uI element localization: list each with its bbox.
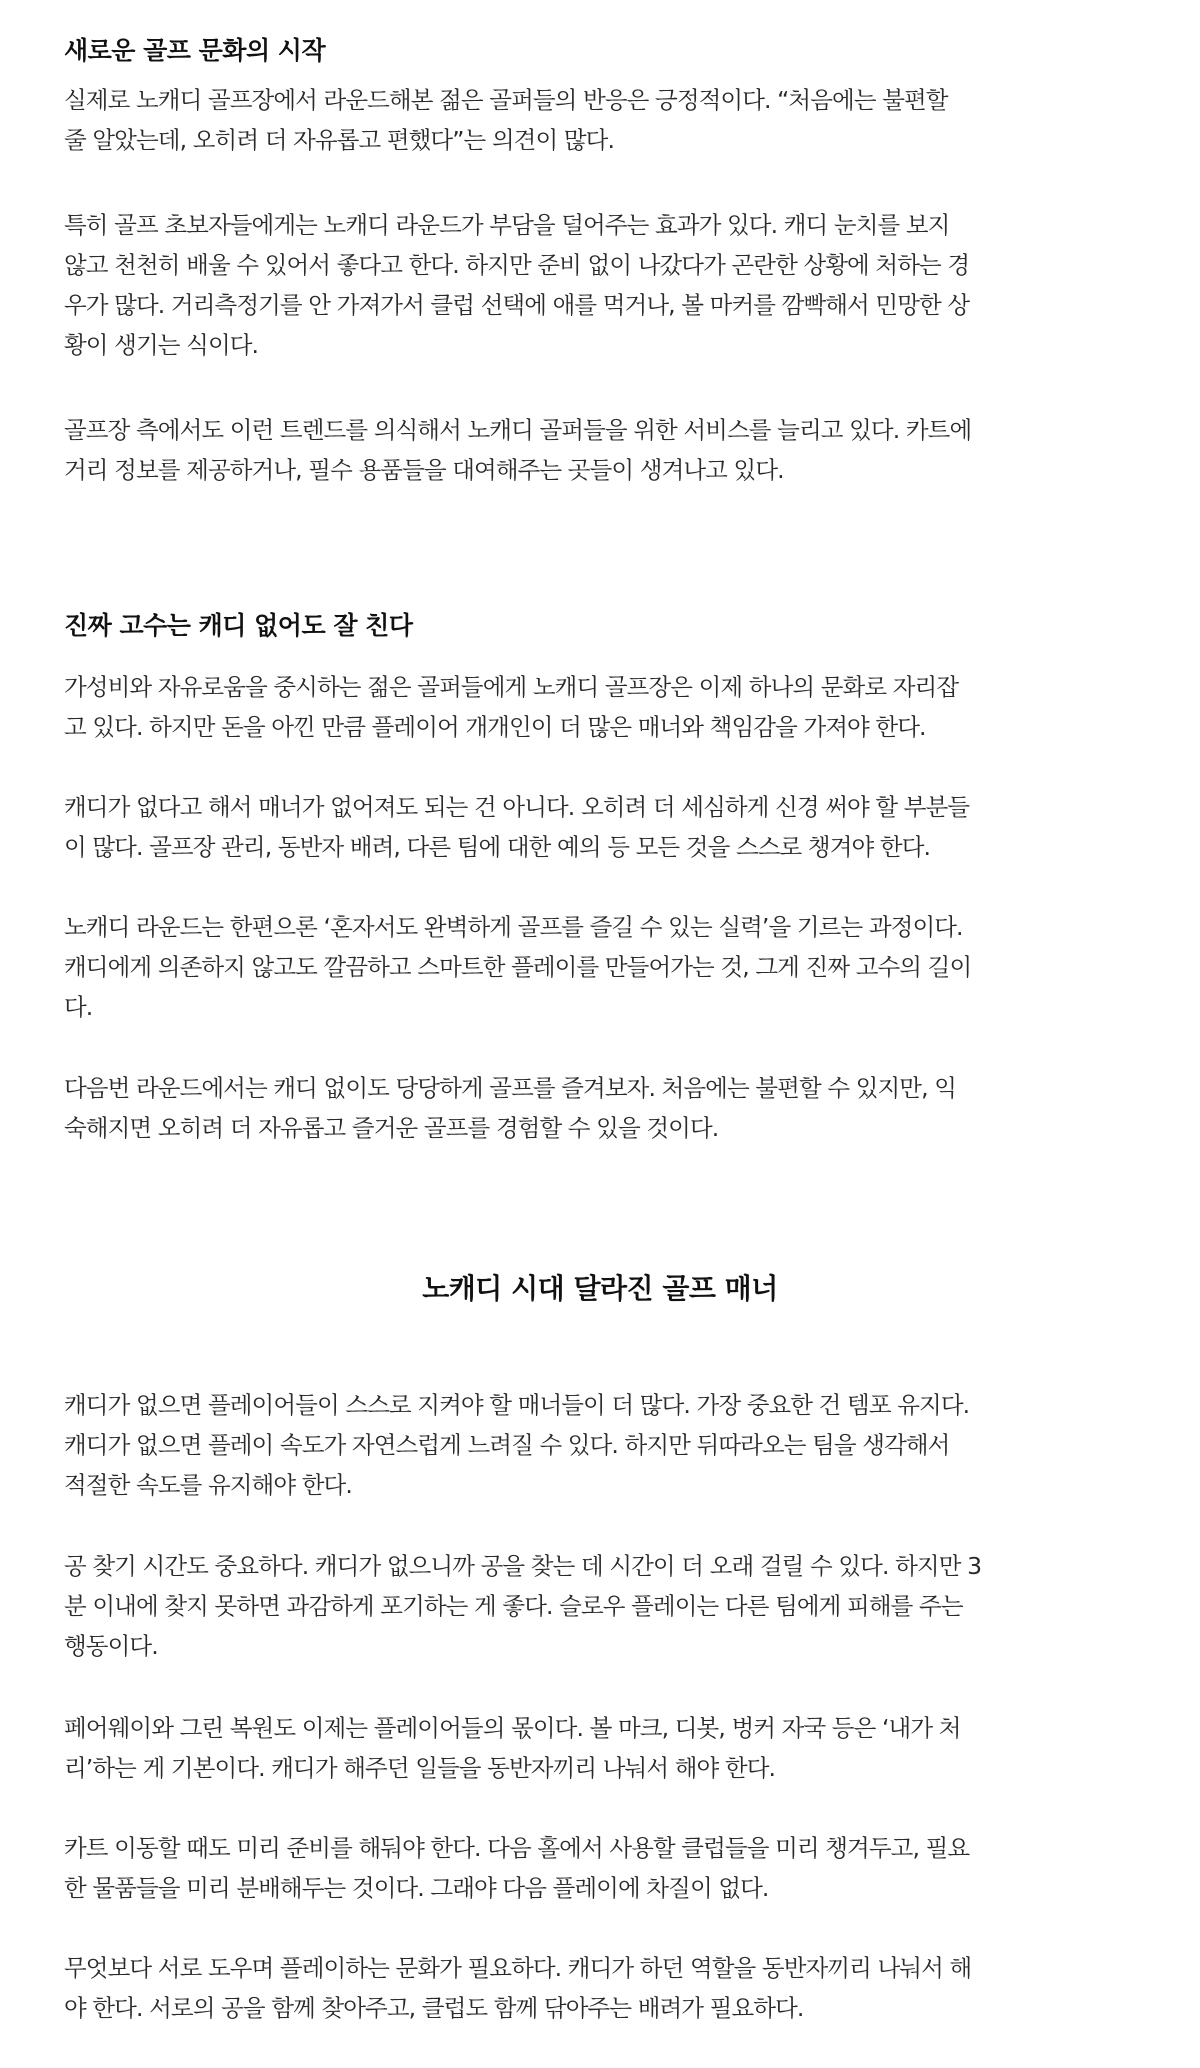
text-line: 황이 생기는 식이다. — [64, 331, 259, 359]
paragraph — [64, 787, 1144, 867]
text-line: 카트 이동할 때도 미리 준비를 해둬야 한다. 다음 홀에서 사용할 클럽들을 미리 챙겨두고, 필요 — [64, 1834, 970, 1862]
text-line: 리’하는 게 기본이다. 캐디가 해주던 일들을 동반자끼리 나눠서 해야 한다. — [64, 1754, 776, 1782]
text-line: 노캐디 라운드는 한편으론 ‘혼자서도 완벽하게 골프를 즐길 수 있는 실력’을 기르는 과정이다. — [64, 913, 963, 941]
text-line: 캐디에게 의존하지 않고도 깔끔하고 스마트한 플레이를 만들어가는 것, 그게 진짜 고수의 길이 — [64, 953, 972, 981]
text-line: 캐디가 없다고 해서 매너가 없어져도 되는 건 아니다. 오히려 더 세심하게 신경 써야 할 부분들 — [64, 793, 970, 821]
text-line: 페어웨이와 그린 복원도 이제는 플레이어들의 몫이다. 볼 마크, 디봇, 벙커 자국 등은 ‘내가 처 — [64, 1714, 961, 1742]
paragraph — [64, 1948, 1144, 2028]
text-line: 적절한 속도를 유지해야 한다. — [64, 1471, 352, 1499]
text-line: 실제로 노캐디 골프장에서 라운드해본 젊은 골퍼들의 반응은 긍정적이다. “처음에는 불편할 — [64, 86, 948, 114]
text-line: 행동이다. — [64, 1632, 158, 1660]
paragraph — [64, 907, 1144, 1027]
paragraph — [64, 1708, 1144, 1788]
text-line: 않고 천천히 배울 수 있어서 좋다고 한다. 하지만 준비 없이 나갔다가 곤란한 상황에 처하는 경 — [64, 251, 970, 279]
paragraph — [64, 667, 1144, 747]
text-line: 캐디가 없으면 플레이 속도가 자연스럽게 느려질 수 있다. 하지만 뒤따라오는 팀을 생각해서 — [64, 1431, 950, 1459]
text-line: 야 한다. 서로의 공을 함께 찾아주고, 클럽도 함께 닦아주는 배려가 필요하다. — [64, 1994, 804, 2022]
text-line: 캐디가 없으면 플레이어들이 스스로 지켜야 할 매너들이 더 많다. 가장 중요한 건 템포 유지다. — [64, 1391, 970, 1419]
text-line: 가성비와 자유로움을 중시하는 젊은 골퍼들에게 노캐디 골프장은 이제 하나의 문화로 자리잡 — [64, 673, 959, 701]
section-heading-real-pro: 진짜 고수는 캐디 없어도 잘 친다 — [64, 611, 413, 640]
text-line: 다. — [64, 993, 93, 1021]
section-heading-no-caddy-manners: 노캐디 시대 달라진 골프 매너 — [422, 1272, 778, 1305]
paragraph — [64, 1828, 1144, 1908]
paragraph — [64, 410, 1144, 490]
text-line: 다음번 라운드에서는 캐디 없이도 당당하게 골프를 즐겨보자. 처음에는 불편할 수 있지만, 익 — [64, 1074, 957, 1102]
paragraph — [64, 1068, 1144, 1148]
text-line: 특히 골프 초보자들에게는 노캐디 라운드가 부담을 덜어주는 효과가 있다. 캐디 눈치를 보지 — [64, 211, 950, 239]
paragraph — [64, 80, 1144, 160]
text-line: 분 이내에 찾지 못하면 과감하게 포기하는 게 좋다. 슬로우 플레이는 다른 팀에게 피해를 주는 — [64, 1592, 963, 1620]
paragraph — [64, 1385, 1144, 1505]
text-line: 공 찾기 시간도 중요하다. 캐디가 없으니까 공을 찾는 데 시간이 더 오래 걸릴 수 있다. 하지만 3 — [64, 1552, 982, 1580]
text-line: 숙해지면 오히려 더 자유롭고 즐거운 골프를 경험할 수 있을 것이다. — [64, 1114, 719, 1142]
text-line: 골프장 측에서도 이런 트렌드를 의식해서 노캐디 골퍼들을 위한 서비스를 늘리고 있다. 카트에 — [64, 416, 972, 444]
text-line: 줄 알았는데, 오히려 더 자유롭고 편했다”는 의견이 많다. — [64, 126, 615, 154]
text-line: 고 있다. 하지만 돈을 아낀 만큼 플레이어 개개인이 더 많은 매너와 책임감을 가져야 한다. — [64, 713, 926, 741]
paragraph — [64, 1546, 1144, 1666]
paragraph — [64, 205, 1144, 365]
text-line: 무엇보다 서로 도우며 플레이하는 문화가 필요하다. 캐디가 하던 역할을 동반자끼리 나눠서 해 — [64, 1954, 972, 1982]
text-line: 이 많다. 골프장 관리, 동반자 배려, 다른 팀에 대한 예의 등 모든 것을 스스로 챙겨야 한다. — [64, 833, 931, 861]
text-line: 거리 정보를 제공하거나, 필수 용품들을 대여해주는 곳들이 생겨나고 있다. — [64, 456, 784, 484]
text-line: 우가 많다. 거리측정기를 안 가져가서 클럽 선택에 애를 먹거나, 볼 마커를 깜빡해서 민망한 상 — [64, 291, 970, 319]
section-heading-new-golf-culture: 새로운 골프 문화의 시작 — [64, 36, 326, 65]
text-line: 한 물품들을 미리 분배해두는 것이다. 그래야 다음 플레이에 차질이 없다. — [64, 1874, 769, 1902]
